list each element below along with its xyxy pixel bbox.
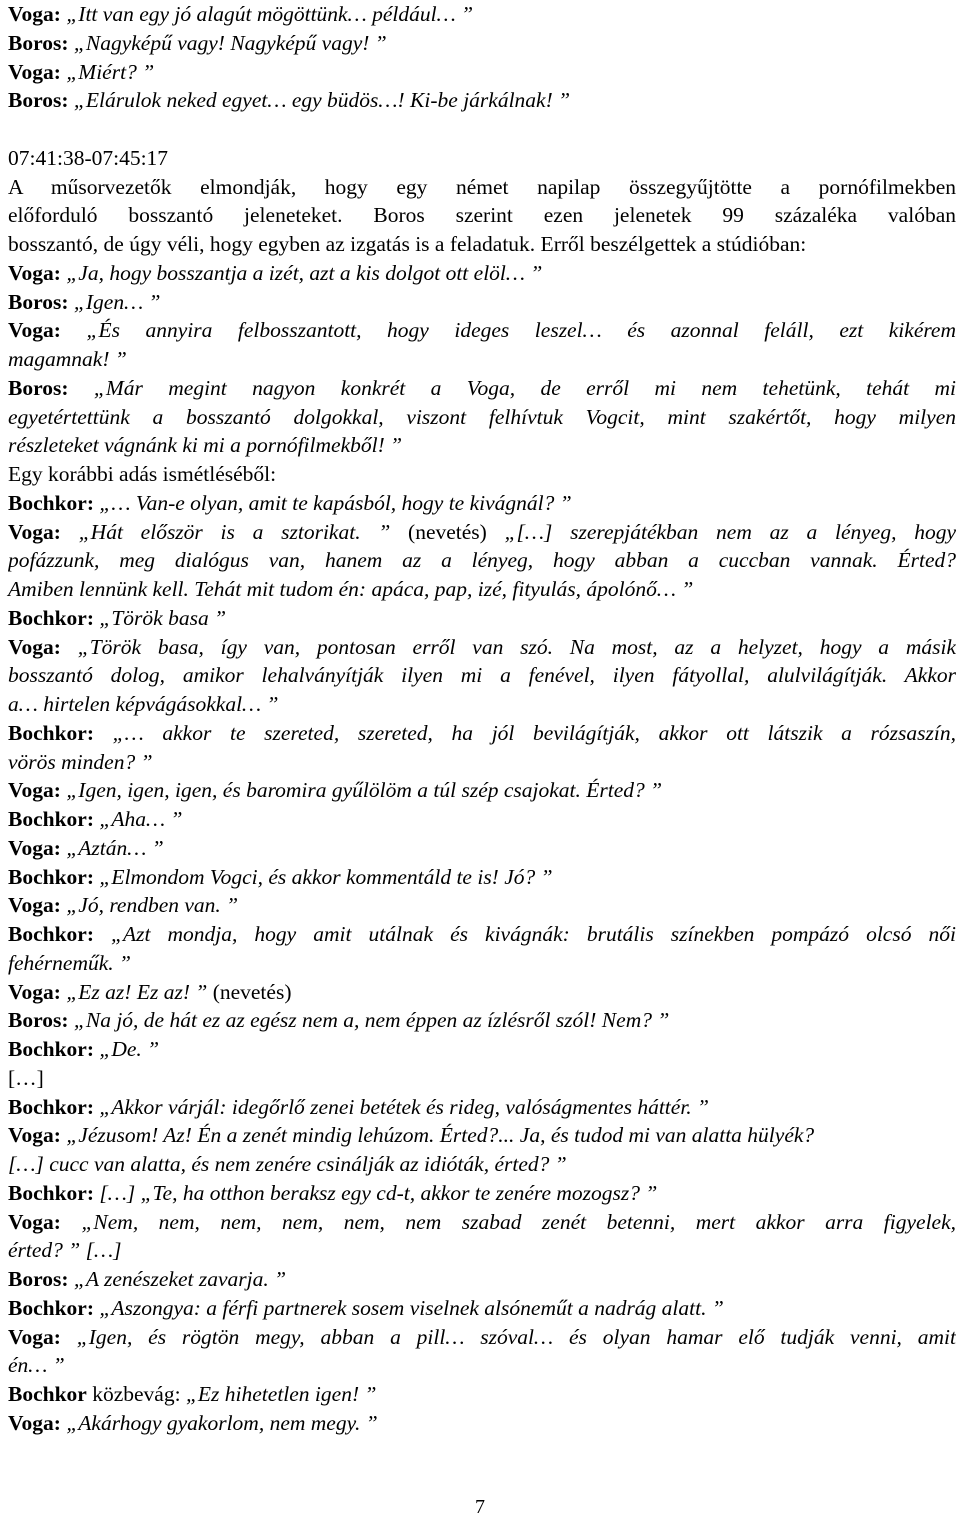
text-line	[8, 1351, 956, 1380]
quote-text: „Már megint nagyon konkrét a Voga, de erről mi nem tehetünk, tehát mi	[68, 375, 956, 400]
quote-text: „Jézusom! Az! Én a zenét mindig lehúzom. Érted?... Ja, és tudod mi van alatta hülyék?	[60, 1123, 815, 1148]
quote-text: részleteket vágnánk ki mi a pornófilmekből! ”	[8, 433, 403, 458]
quote-text: „Azt mondja, hogy amit utálnak és kivágnák: brutális színekben pompázó olcsó női	[94, 922, 956, 946]
speaker-name: Voga:	[8, 1324, 61, 1349]
text-line	[8, 1409, 956, 1438]
speaker-name: Bochkor:	[8, 490, 94, 515]
text-line	[8, 1208, 956, 1237]
text-line	[8, 1064, 956, 1093]
plain-text: bosszantó, de úgy véli, hogy egyben az izgatás is a feladatuk. Erről beszélgettek a stúdióban:	[8, 232, 807, 256]
quote-text: „Elárulok neked egyet… egy büdös…! Ki-be járkálnak! ”	[68, 88, 571, 113]
text-line	[8, 374, 956, 403]
quote-text: „Itt van egy jó alagút mögöttünk… például… ”	[60, 2, 474, 26]
quote-text: „Aztán… ”	[60, 835, 164, 860]
quote-text: „Török basa ”	[94, 605, 227, 630]
text-line	[8, 173, 956, 202]
text-line	[8, 546, 956, 575]
quote-text: […] „Te, ha otthon beraksz egy cd-t, akkor te zenére mozogsz? ”	[94, 1180, 658, 1205]
plain-text: 07:41:38-07:45:17	[8, 145, 169, 170]
quote-text: „Miért? ”	[60, 59, 155, 84]
quote-text: Amiben lennünk kell. Tehát mit tudom én: apáca, pap, izé, fityulás, ápolónő… ”	[8, 577, 694, 601]
quote-text: „Igen… ”	[68, 289, 161, 314]
quote-text: magamnak! ”	[8, 347, 127, 371]
speaker-name: Boros:	[8, 1267, 69, 1291]
quote-text: „Ez az! Ez az! ”	[60, 979, 208, 1004]
text-line	[8, 1121, 956, 1150]
quote-text: „Aha… ”	[94, 807, 183, 831]
speaker-name: Voga:	[8, 260, 61, 285]
text-line	[8, 863, 956, 892]
text-line	[8, 259, 956, 288]
speaker-name: Voga:	[8, 634, 61, 659]
quote-text: „Aszongya: a férfi partnerek sosem viselnek alsóneműt a nadrág alatt. ”	[94, 1295, 724, 1320]
speaker-name: Bochkor:	[8, 1037, 94, 1061]
speaker-name: Voga:	[8, 59, 61, 84]
speaker-name: Voga:	[8, 778, 61, 803]
quote-text: a… hirtelen képvágásokkal… ”	[8, 692, 279, 716]
quote-text: „Ja, hogy bosszantja a izét, azt a kis dolgot ott elöl… ”	[60, 260, 543, 285]
plain-text: […]	[8, 1065, 44, 1090]
plain-text: előforduló bosszantó jeleneteket. Boros szerint ezen jelenetek 99 százaléka valóban	[8, 203, 956, 228]
speaker-name: Bochkor:	[8, 864, 94, 889]
text-line	[8, 288, 956, 317]
text-line	[8, 0, 956, 29]
plain-text: Egy korábbi adás ismétléséből:	[8, 462, 277, 486]
speaker-name: Bochkor:	[8, 605, 94, 630]
speaker-name: Boros:	[8, 30, 69, 55]
quote-text: „Ez hihetetlen igen! ”	[185, 1382, 377, 1406]
plain-text: (nevetés)	[390, 519, 505, 544]
blank-line	[8, 115, 956, 144]
speaker-name: Bochkor:	[8, 807, 94, 831]
text-line	[8, 489, 956, 518]
quote-text: „De. ”	[94, 1037, 160, 1061]
text-line	[8, 1294, 956, 1323]
speaker-name: Boros:	[8, 88, 69, 113]
text-line	[8, 891, 956, 920]
plain-text: A műsorvezetők elmondják, hogy egy német napilap összegyűjtötte a pornófilmekben	[8, 174, 956, 199]
speaker-name: Voga:	[8, 2, 61, 26]
text-line	[8, 661, 956, 690]
text-line	[8, 1035, 956, 1064]
quote-text: „Elmondom Vogci, és akkor kommentáld te is! Jó? ”	[94, 864, 553, 889]
quote-text: „Na jó, de hát ez az egész nem a, nem éppen az ízlésről szól! Nem? ”	[68, 1008, 670, 1033]
text-line	[8, 1236, 956, 1265]
text-line	[8, 920, 956, 949]
quote-text: „A zenészeket zavarja. ”	[68, 1267, 287, 1291]
text-line	[8, 460, 956, 489]
document-body	[8, 0, 956, 1438]
speaker-name: Bochkor:	[8, 922, 94, 946]
text-line	[8, 1265, 956, 1294]
text-line	[8, 345, 956, 374]
text-line	[8, 1323, 956, 1352]
quote-text: „És annyira felbosszantott, hogy ideges leszel… és azonnal feláll, ezt kikérem	[60, 318, 956, 343]
text-line	[8, 518, 956, 547]
speaker-name: Voga:	[8, 835, 61, 860]
quote-text: „[…] szerepjátékban nem az a lényeg, hogy	[504, 519, 956, 544]
plain-text: közbevág:	[86, 1382, 186, 1406]
text-line	[8, 633, 956, 662]
text-line	[8, 690, 956, 719]
text-line	[8, 86, 956, 115]
plain-text: (nevetés)	[207, 979, 292, 1004]
quote-text: „Nem, nem, nem, nem, nem, nem szabad zenét betenni, mert akkor arra figyelek,	[60, 1209, 956, 1234]
quote-text: „Török basa, így van, pontosan erről van szó. Na most, az a helyzet, hogy a másik	[60, 634, 956, 659]
text-line	[8, 316, 956, 345]
quote-text: egyetértettünk a bosszantó dolgokkal, viszont felhívtuk Vogcit, mint szakértőt, hogy milyen	[8, 404, 956, 429]
text-line	[8, 1179, 956, 1208]
page-number: 7	[475, 1496, 485, 1518]
quote-text: „… Van-e olyan, amit te kapásból, hogy te kivágnál? ”	[94, 490, 572, 515]
speaker-name: Voga:	[8, 1410, 61, 1435]
speaker-name: Voga:	[8, 893, 61, 918]
quote-text: „Jó, rendben van. ”	[60, 893, 239, 918]
speaker-name: Bochkor:	[8, 1180, 94, 1205]
text-line	[8, 575, 956, 604]
quote-text: én… ”	[8, 1353, 65, 1378]
speaker-name: Voga:	[8, 1123, 61, 1148]
quote-text: pofázzunk, meg dialógus van, hanem az a lényeg, hogy abban a cuccban vannak. Érted?	[8, 548, 956, 573]
text-line	[8, 776, 956, 805]
speaker-name: Voga:	[8, 519, 61, 544]
text-line	[8, 201, 956, 230]
text-line	[8, 604, 956, 633]
text-line	[8, 29, 956, 58]
quote-text: „Igen, és rögtön megy, abban a pill… szóval… és olyan hamar elő tudják venni, amit	[60, 1324, 956, 1349]
text-line	[8, 431, 956, 460]
text-line	[8, 58, 956, 87]
text-line	[8, 748, 956, 777]
speaker-name: Bochkor:	[8, 720, 94, 745]
text-line	[8, 805, 956, 834]
quote-text: érted? ” […]	[8, 1238, 122, 1263]
text-line	[8, 719, 956, 748]
speaker-name: Voga:	[8, 1209, 61, 1234]
quote-text: „Hát először is a sztorikat. ”	[60, 519, 391, 544]
speaker-name: Bochkor:	[8, 1295, 94, 1320]
quote-text: vörös minden? ”	[8, 749, 153, 774]
speaker-name: Boros:	[8, 375, 69, 400]
text-line	[8, 1150, 956, 1179]
quote-text: „Akárhogy gyakorlom, nem megy. ”	[60, 1410, 378, 1435]
quote-text: „Nagyképű vagy! Nagyképű vagy! ”	[68, 30, 387, 55]
text-line	[8, 1093, 956, 1122]
quote-text: „Igen, igen, igen, és baromira gyűlölöm a túl szép csajokat. Érted? ”	[60, 778, 663, 803]
text-line	[8, 230, 956, 259]
speaker-name: Bochkor:	[8, 1094, 94, 1119]
speaker-name: Voga:	[8, 318, 61, 343]
quote-text: „Akkor várjál: idegőrlő zenei betétek és rideg, valóságmentes háttér. ”	[94, 1094, 710, 1119]
text-line	[8, 834, 956, 863]
speaker-name: Voga:	[8, 979, 61, 1004]
text-line	[8, 978, 956, 1007]
text-line	[8, 1380, 956, 1409]
speaker-name: Bochkor	[8, 1382, 87, 1406]
quote-text: „… akkor te szereted, szereted, ha jól bevilágítják, akkor ott látszik a rózsaszín,	[94, 720, 956, 745]
text-line	[8, 949, 956, 978]
text-line	[8, 403, 956, 432]
speaker-name: Boros:	[8, 289, 69, 314]
quote-text: bosszantó dolog, amikor lehalványítják ilyen mi a fenével, ilyen fátyollal, alulvilágítják. Akkor	[8, 663, 956, 688]
quote-text: […] cucc van alatta, és nem zenére csinálják az idióták, érted? ”	[8, 1152, 567, 1176]
speaker-name: Boros:	[8, 1008, 69, 1033]
text-line	[8, 1006, 956, 1035]
text-line	[8, 144, 956, 173]
quote-text: fehérneműk. ”	[8, 950, 131, 975]
